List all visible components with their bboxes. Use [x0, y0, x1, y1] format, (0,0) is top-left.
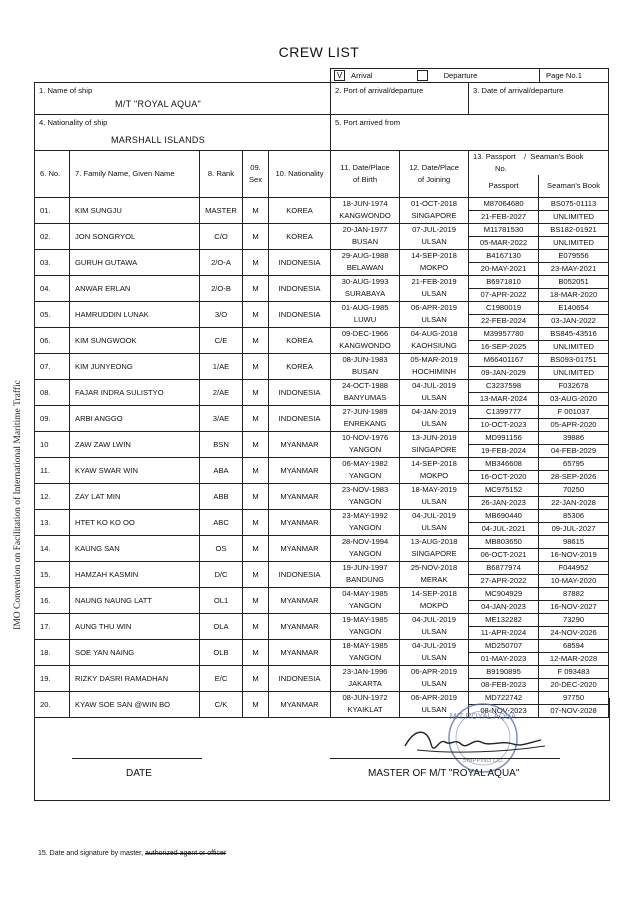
crew-birth: 23-NOV-1983 YANGON — [331, 483, 400, 509]
arrival-label: Arrival — [351, 71, 373, 80]
crew-name: GURUH GUTAWA — [70, 249, 200, 275]
crew-rank: OL1 — [200, 587, 243, 613]
crew-nationality: INDONESIA — [269, 275, 331, 301]
col-nationality-header: 10. Nationality — [269, 151, 331, 198]
crew-rank: ABB — [200, 483, 243, 509]
page-number: Page No.1 — [539, 69, 604, 82]
crew-passport: C1980019 22-FEB-2024 — [469, 301, 539, 327]
crew-row — [35, 327, 609, 353]
crew-row — [35, 535, 609, 561]
crew-birth: 30-AUG-1993 SURABAYA — [331, 275, 400, 301]
stamp-sub: SHIPPING CO. — [462, 758, 504, 764]
crew-birth: 09-DEC-1966 KANGWONDO — [331, 327, 400, 353]
stamp-text: M/T ROYAL AQUA — [449, 712, 517, 721]
crew-sex: M — [243, 509, 269, 535]
crew-nationality: INDONESIA — [269, 301, 331, 327]
crew-sex: M — [243, 561, 269, 587]
crew-nationality: MYANMAR — [269, 431, 331, 457]
crew-rank: ABA — [200, 457, 243, 483]
crew-birth: 29-AUG-1988 BELAWAN — [331, 249, 400, 275]
crew-seaman-book: F032678 03-AUG-2020 — [539, 379, 609, 405]
crew-nationality: MYANMAR — [269, 509, 331, 535]
footnote-struck-text: authorized agent or officer — [145, 850, 227, 857]
crew-sex: M — [243, 275, 269, 301]
crew-row — [35, 483, 609, 509]
crew-birth: 10-NOV-1976 YANGON — [331, 431, 400, 457]
crew-nationality: MYANMAR — [269, 483, 331, 509]
crew-joining: 06-APR-2019 ULSAN — [400, 301, 469, 327]
crew-sex: M — [243, 327, 269, 353]
crew-passport: B4167130 20-MAY-2021 — [469, 249, 539, 275]
crew-birth: 23-JAN-1996 JAKARTA — [331, 665, 400, 691]
crew-rank: OLA — [200, 613, 243, 639]
crew-no: 12. — [35, 483, 70, 509]
crew-passport: C1399777 10-OCT-2023 — [469, 405, 539, 431]
crew-passport: M66401167 09-JAN-2029 — [469, 353, 539, 379]
crew-no: 04. — [35, 275, 70, 301]
crew-sex: M — [243, 457, 269, 483]
crew-no: 03. — [35, 249, 70, 275]
col-no-header: 6. No. — [35, 151, 70, 198]
crew-birth: 08-JUN-1972 KYAIKLAT — [331, 691, 400, 717]
crew-rank: C/E — [200, 327, 243, 353]
crew-seaman-book: E079556 23-MAY-2021 — [539, 249, 609, 275]
crew-no: 01. — [35, 197, 70, 223]
port-arrival-label: 2. Port of arrival/departure — [335, 86, 424, 95]
crew-no: 18. — [35, 639, 70, 665]
crew-row — [35, 457, 609, 483]
crew-row — [35, 665, 609, 691]
footnote-text: 15. Date and signature by master, — [38, 850, 144, 857]
crew-seaman-book: 68594 12-MAR-2028 — [539, 639, 609, 665]
crew-birth: 18-MAY-1985 YANGON — [331, 639, 400, 665]
crew-rank: C/K — [200, 691, 243, 717]
crew-seaman-book: 97750 07-NOV-2028 — [539, 691, 609, 717]
crew-rank: 2/O-A — [200, 249, 243, 275]
nationality-value: MARSHALL ISLANDS — [111, 135, 205, 145]
crew-name: AUNG THU WIN — [70, 613, 200, 639]
crew-nationality: INDONESIA — [269, 561, 331, 587]
date-line — [72, 758, 202, 759]
crew-seaman-book: B052051 18-MAR-2020 — [539, 275, 609, 301]
crew-joining: 04-JAN-2019 ULSAN — [400, 405, 469, 431]
crew-seaman-book: F044952 10-MAY-2020 — [539, 561, 609, 587]
crew-joining: 21-FEB-2019 ULSAN — [400, 275, 469, 301]
crew-no: 16. — [35, 587, 70, 613]
crew-no: 17. — [35, 613, 70, 639]
crew-name: KIM SUNGJU — [70, 197, 200, 223]
crew-passport: ME132282 11-APR-2024 — [469, 613, 539, 639]
crew-nationality: INDONESIA — [269, 249, 331, 275]
crew-rank: 2/O-B — [200, 275, 243, 301]
crew-sex: M — [243, 639, 269, 665]
crew-sex: M — [243, 379, 269, 405]
crew-nationality: MYANMAR — [269, 457, 331, 483]
crew-name: KYAW SOE SAN @WIN BO — [70, 691, 200, 717]
crew-no: 14. — [35, 535, 70, 561]
crew-seaman-book: BS075-01113 UNLIMITED — [539, 197, 609, 223]
crew-seaman-book: F 093483 20-DEC-2020 — [539, 665, 609, 691]
crew-seaman-book: E140654 03-JAN-2022 — [539, 301, 609, 327]
crew-seaman-book: 39886 04-FEB-2029 — [539, 431, 609, 457]
crew-sex: M — [243, 613, 269, 639]
crew-birth: 19-MAY-1985 YANGON — [331, 613, 400, 639]
crew-passport: B6971810 07-APR-2022 — [469, 275, 539, 301]
crew-rank: ABC — [200, 509, 243, 535]
crew-nationality: MYANMAR — [269, 587, 331, 613]
crew-no: 10 — [35, 431, 70, 457]
crew-birth: 20-JAN-1977 BUSAN — [331, 223, 400, 249]
crew-name: ZAY LAT MIN — [70, 483, 200, 509]
crew-list-table — [34, 68, 609, 718]
crew-passport: M87064680 21-FEB-2027 — [469, 197, 539, 223]
footnote — [38, 850, 226, 857]
crew-name: ANWAR ERLAN — [70, 275, 200, 301]
crew-passport: MC904929 04-JAN-2023 — [469, 587, 539, 613]
crew-seaman-book: BS182-01921 UNLIMITED — [539, 223, 609, 249]
crew-nationality: KOREA — [269, 197, 331, 223]
crew-row — [35, 249, 609, 275]
crew-birth: 06-MAY-1982 YANGON — [331, 457, 400, 483]
crew-sex: M — [243, 535, 269, 561]
crew-rank: 1/AE — [200, 353, 243, 379]
crew-rank: MASTER — [200, 197, 243, 223]
crew-no: 08. — [35, 379, 70, 405]
crew-row — [35, 405, 609, 431]
signature-area — [34, 698, 610, 801]
crew-row — [35, 197, 609, 223]
crew-birth: 23-MAY-1992 YANGON — [331, 509, 400, 535]
crew-birth: 28-NOV-1994 YANGON — [331, 535, 400, 561]
crew-row — [35, 639, 609, 665]
crew-row — [35, 561, 609, 587]
crew-name: FAJAR INDRA SULISTYO — [70, 379, 200, 405]
crew-nationality: INDONESIA — [269, 379, 331, 405]
crew-sex: M — [243, 223, 269, 249]
crew-rank: OS — [200, 535, 243, 561]
nationality-label: 4. Nationality of ship — [39, 118, 108, 127]
crew-joining: 13-JUN-2019 SINGAPORE — [400, 431, 469, 457]
crew-rank: C/O — [200, 223, 243, 249]
crew-seaman-book: 73290 24-NOV-2026 — [539, 613, 609, 639]
crew-row — [35, 379, 609, 405]
crew-joining: 04-AUG-2018 KAOHSIUNG — [400, 327, 469, 353]
crew-passport: B9190895 08-FEB-2023 — [469, 665, 539, 691]
crew-rank: OLB — [200, 639, 243, 665]
crew-sex: M — [243, 665, 269, 691]
col-seaman-header: Seaman's Book — [539, 175, 609, 197]
crew-row — [35, 301, 609, 327]
crew-sex: M — [243, 691, 269, 717]
crew-nationality: INDONESIA — [269, 405, 331, 431]
crew-row — [35, 509, 609, 535]
crew-birth: 01-AUG-1985 LUWU — [331, 301, 400, 327]
crew-no: 06. — [35, 327, 70, 353]
crew-no: 11. — [35, 457, 70, 483]
crew-joining: 13-AUG-2018 SINGAPORE — [400, 535, 469, 561]
crew-rank: 3/O — [200, 301, 243, 327]
crew-sex: M — [243, 353, 269, 379]
crew-name: ZAW ZAW LWIN — [70, 431, 200, 457]
crew-seaman-book: F 001037 05-APR-2020 — [539, 405, 609, 431]
departure-label: Departure — [443, 71, 478, 80]
crew-joining: 14-SEP-2018 MOKPO — [400, 587, 469, 613]
crew-sex: M — [243, 405, 269, 431]
col-name-header: 7. Family Name, Given Name — [70, 151, 200, 198]
crew-joining: 04-JUL-2019 ULSAN — [400, 509, 469, 535]
crew-passport: MB803650 06-OCT-2021 — [469, 535, 539, 561]
crew-nationality: MYANMAR — [269, 535, 331, 561]
crew-passport: M39957780 16-SEP-2025 — [469, 327, 539, 353]
crew-birth: 19-JUN-1997 BANDUNG — [331, 561, 400, 587]
crew-name: HAMZAH KASMIN — [70, 561, 200, 587]
crew-seaman-book: BS093-01751 UNLIMITED — [539, 353, 609, 379]
crew-name: HAMRUDDIN LUNAK — [70, 301, 200, 327]
col-doc-header: 13. Passport / Seaman's Book No. — [469, 151, 609, 176]
page-title: CREW LIST — [278, 44, 360, 60]
crew-rank: E/C — [200, 665, 243, 691]
crew-passport: C3237598 13-MAR-2024 — [469, 379, 539, 405]
crew-nationality: MYANMAR — [269, 639, 331, 665]
master-label: MASTER OF M/T "ROYAL AQUA" — [368, 768, 520, 779]
crew-seaman-book: 87882 16-NOV-2027 — [539, 587, 609, 613]
crew-rank: BSN — [200, 431, 243, 457]
crew-seaman-book: BS845-43516 UNLIMITED — [539, 327, 609, 353]
crew-seaman-book: 65795 28-SEP-2026 — [539, 457, 609, 483]
crew-name: KIM JUNYEONG — [70, 353, 200, 379]
crew-seaman-book: 85306 09-JUL-2027 — [539, 509, 609, 535]
crew-joining: 04-JUL-2019 ULSAN — [400, 639, 469, 665]
crew-birth: 24-OCT-1988 BANYUMAS — [331, 379, 400, 405]
crew-joining: 01-OCT-2018 SINGAPORE — [400, 197, 469, 223]
crew-passport: MD722742 08-NOV-2023 — [469, 691, 539, 717]
crew-name: KAUNG SAN — [70, 535, 200, 561]
crew-no: 09. — [35, 405, 70, 431]
crew-passport: MB690440 04-JUL-2021 — [469, 509, 539, 535]
crew-birth: 08-JUN-1983 BUSAN — [331, 353, 400, 379]
crew-name: RIZKY DASRI RAMADHAN — [70, 665, 200, 691]
crew-nationality: MYANMAR — [269, 691, 331, 717]
crew-joining: 25-NOV-2018 MERAK — [400, 561, 469, 587]
crew-sex: M — [243, 587, 269, 613]
crew-no: 13. — [35, 509, 70, 535]
col-sex-header: 09. Sex — [243, 151, 269, 198]
crew-joining: 14-SEP-2018 MOKPO — [400, 457, 469, 483]
ship-name-label: 1. Name of ship — [39, 86, 93, 95]
crew-row — [35, 353, 609, 379]
master-line — [330, 758, 560, 759]
crew-rows — [35, 197, 609, 717]
crew-sex: M — [243, 301, 269, 327]
crew-no: 19. — [35, 665, 70, 691]
crew-rank: 3/AE — [200, 405, 243, 431]
crew-name: SOE YAN NAING — [70, 639, 200, 665]
crew-joining: 06-APR-2019 ULSAN — [400, 665, 469, 691]
crew-sex: M — [243, 249, 269, 275]
crew-birth: 04-MAY-1985 YANGON — [331, 587, 400, 613]
side-caption: IMO Convention on Facilitation of International Maritime Traffic — [13, 380, 23, 630]
crew-row — [35, 587, 609, 613]
crew-row — [35, 431, 609, 457]
crew-seaman-book: 98615 16-NOV-2019 — [539, 535, 609, 561]
crew-name: JON SONGRYOL — [70, 223, 200, 249]
crew-passport: M11781530 05-MAR-2022 — [469, 223, 539, 249]
crew-name: NAUNG NAUNG LATT — [70, 587, 200, 613]
crew-sex: M — [243, 197, 269, 223]
crew-name: ARBI ANGGO — [70, 405, 200, 431]
crew-joining: 14-SEP-2018 MOKPO — [400, 249, 469, 275]
crew-joining: 04-JUL-2019 ULSAN — [400, 613, 469, 639]
crew-joining: 04-JUL-2019 ULSAN — [400, 379, 469, 405]
crew-name: KYAW SWAR WIN — [70, 457, 200, 483]
crew-joining: 06-APR-2019 ULSAN — [400, 691, 469, 717]
crew-seaman-book: 70250 22-JAN-2028 — [539, 483, 609, 509]
departure-checkbox — [417, 70, 428, 81]
crew-rank: D/C — [200, 561, 243, 587]
crew-row — [35, 275, 609, 301]
crew-passport: B6877974 27-APR-2022 — [469, 561, 539, 587]
ship-name-value: M/T "ROYAL AQUA" — [115, 99, 202, 109]
arrival-checkbox: V — [334, 70, 345, 81]
col-joining-header: 12. Date/Place of Joining — [400, 151, 469, 198]
crew-passport: MD250707 01-MAY-2023 — [469, 639, 539, 665]
col-dob-header: 11. Date/Place of Birth — [331, 151, 400, 198]
crew-passport: MC975152 26-JAN-2023 — [469, 483, 539, 509]
crew-passport: MD991156 19-FEB-2024 — [469, 431, 539, 457]
crew-nationality: KOREA — [269, 353, 331, 379]
col-rank-header: 8. Rank — [200, 151, 243, 198]
crew-nationality: INDONESIA — [269, 665, 331, 691]
crew-no: 20. — [35, 691, 70, 717]
crew-no: 05. — [35, 301, 70, 327]
crew-joining: 05-MAR-2019 HOCHIMINH — [400, 353, 469, 379]
crew-nationality: MYANMAR — [269, 613, 331, 639]
crew-joining: 07-JUL-2019 ULSAN — [400, 223, 469, 249]
crew-no: 15. — [35, 561, 70, 587]
date-label: DATE — [126, 768, 152, 779]
col-passport-header: Passport — [469, 175, 539, 197]
crew-birth: 18-JUN-1974 KANGWONDO — [331, 197, 400, 223]
crew-row — [35, 223, 609, 249]
crew-joining: 18-MAY-2019 ULSAN — [400, 483, 469, 509]
crew-nationality: KOREA — [269, 223, 331, 249]
crew-birth: 27-JUN-1989 ENREKANG — [331, 405, 400, 431]
date-arrival-label: 3. Date of arrival/departure — [473, 86, 564, 95]
crew-no: 02. — [35, 223, 70, 249]
port-from-label: 5. Port arrived from — [335, 118, 401, 127]
crew-name: KIM SUNGWOOK — [70, 327, 200, 353]
master-signature-stamp — [35, 698, 607, 798]
crew-passport: MB346608 16-OCT-2020 — [469, 457, 539, 483]
crew-no: 07. — [35, 353, 70, 379]
crew-rank: 2/AE — [200, 379, 243, 405]
crew-name: HTET KO KO OO — [70, 509, 200, 535]
crew-sex: M — [243, 483, 269, 509]
crew-row — [35, 613, 609, 639]
crew-sex: M — [243, 431, 269, 457]
crew-nationality: KOREA — [269, 327, 331, 353]
